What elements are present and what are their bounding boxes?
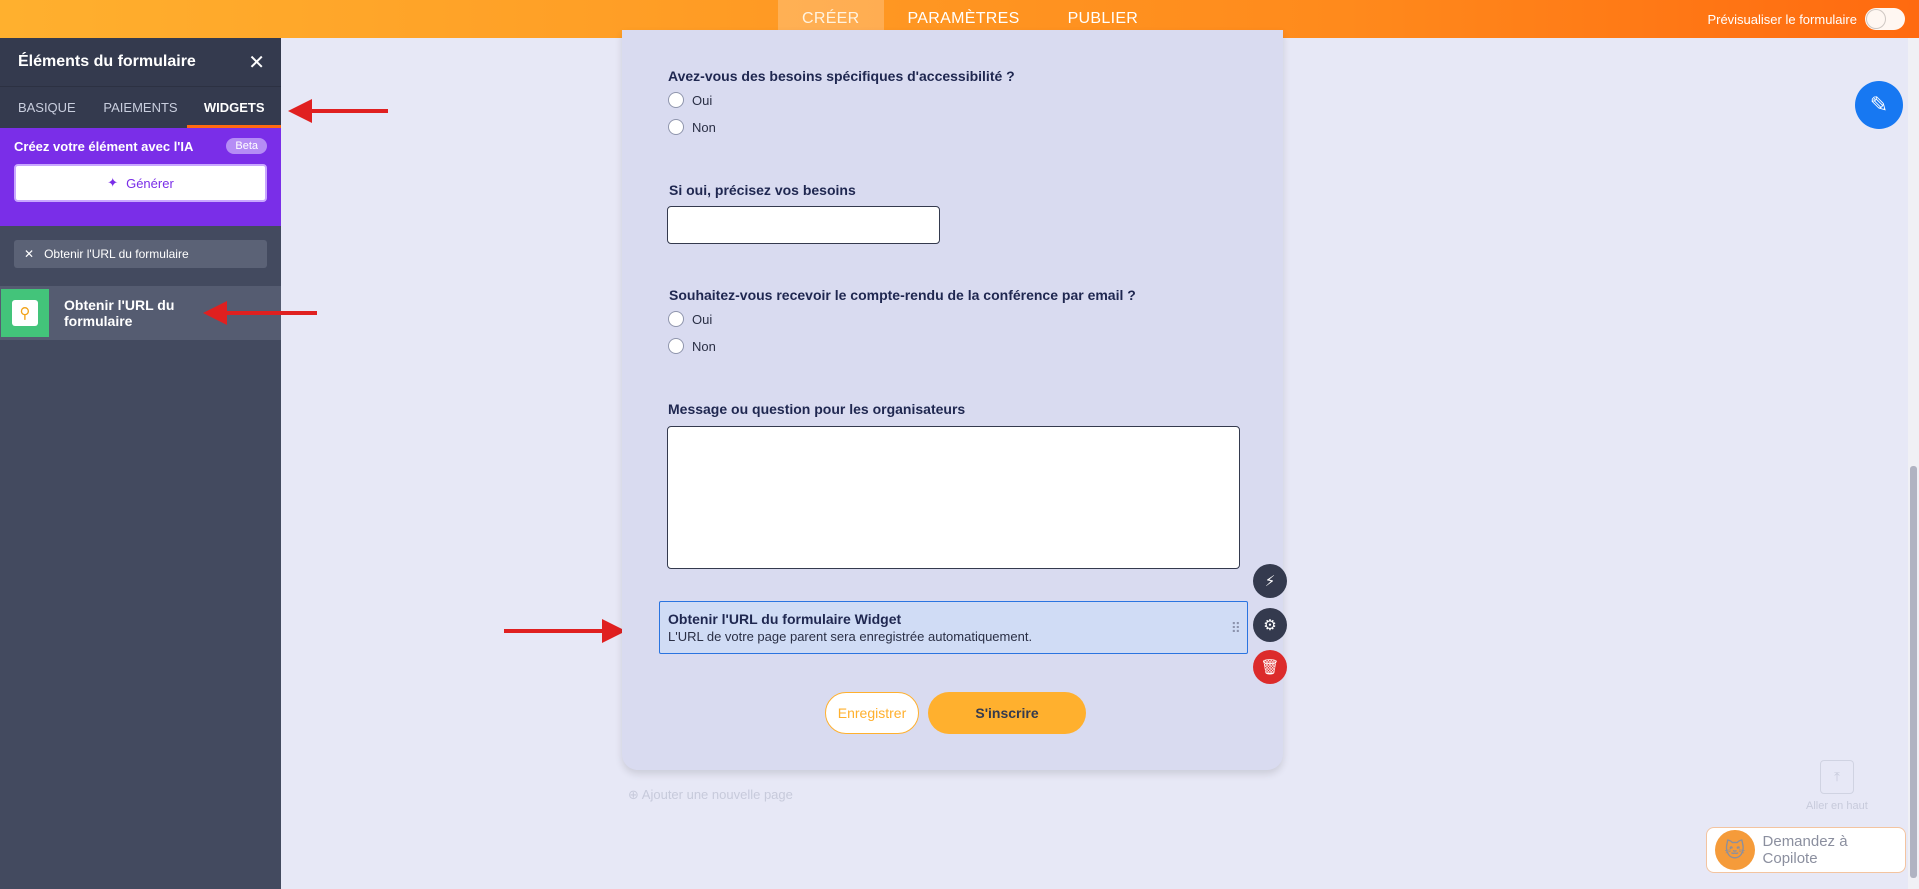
preview-toggle[interactable] [1865,8,1905,30]
sidebar-title: Éléments du formulaire [18,53,196,70]
generate-button[interactable] [14,164,267,202]
magic-wand-icon[interactable]: ⚡ [1253,564,1287,598]
tab-widgets[interactable]: WIDGETS [187,87,281,128]
get-form-url-widget[interactable] [659,601,1248,654]
scrollbar-thumb[interactable] [1910,466,1917,878]
ai-create-box [0,128,281,226]
annotation-arrow-widget-block [504,629,604,633]
message-textarea[interactable] [667,426,1240,569]
question-message: Message ou question pour les organisateurs [668,401,966,417]
radio-q1-non[interactable] [668,119,716,135]
sidebar-tabs [0,86,281,128]
arrow-up-icon[interactable]: ⤒ [1820,760,1854,794]
clear-filter-icon[interactable]: ✕ [24,247,35,261]
close-icon[interactable]: ✕ [248,51,265,74]
needs-input[interactable] [667,206,940,244]
radio-q3-oui[interactable] [668,311,712,327]
widget-item-label: Obtenir l'URL du formulaire [64,297,175,329]
widget-thumbnail [1,289,49,337]
radio-label: Oui [692,92,713,108]
gear-icon[interactable]: ⚙ [1253,608,1287,642]
question-needs: Si oui, précisez vos besoins [669,182,856,198]
beta-badge: Beta [226,138,267,154]
add-page-link[interactable]: ⊕ Ajouter une nouvelle page [628,787,793,802]
filter-text: Obtenir l'URL du formulaire [44,247,189,261]
radio-circle[interactable] [668,311,684,327]
trash-icon[interactable]: 🗑 [1253,650,1287,684]
form-card [622,30,1283,770]
radio-circle[interactable] [668,92,684,108]
search-filter-chip[interactable] [14,240,267,268]
copilote-label: Demandez à Copilote [1762,833,1848,867]
ai-label: Créez votre élément avec l'IA [14,138,194,154]
tab-creer[interactable]: CRÉER [778,0,884,38]
annotation-arrow-widget-item [225,311,317,315]
sidebar-header [0,38,281,86]
radio-circle[interactable] [668,119,684,135]
back-top-label: Aller en haut [1806,800,1868,812]
sparkle-icon: ✦ [107,175,119,190]
tab-publier[interactable]: PUBLIER [1067,10,1139,27]
drag-handle-icon[interactable]: ⠿ [1230,620,1239,636]
radio-q1-oui[interactable] [668,92,712,108]
widget-title: Obtenir l'URL du formulaire Widget [668,611,902,627]
form-elements-sidebar [0,38,281,889]
toggle-knob [1867,10,1885,28]
save-button[interactable]: Enregistrer [825,692,919,734]
copilote-button[interactable] [1706,827,1906,873]
preview-toggle-group [1707,0,1905,38]
question-accessibility: Avez-vous des besoins spécifiques d'accessibilité ? [668,68,1015,84]
radio-label: Oui [692,311,713,327]
tab-basique[interactable]: BASIQUE [17,100,76,115]
scrollbar[interactable] [1908,38,1919,889]
paint-brush-icon[interactable]: ✎ [1855,81,1903,129]
radio-q3-non[interactable] [668,338,716,354]
radio-circle[interactable] [668,338,684,354]
generate-label: Générer [126,175,174,191]
link-icon: ⚲ [12,300,38,326]
radio-label: Non [692,338,716,354]
annotation-arrow-widgets-tab [310,109,388,113]
tab-paiements[interactable]: PAIEMENTS [103,100,178,115]
preview-label: Prévisualiser le formulaire [1707,11,1857,27]
submit-button[interactable]: S'inscrire [928,692,1086,734]
radio-label: Non [692,119,716,135]
tab-parametres[interactable]: PARAMÈTRES [907,10,1020,27]
cat-avatar-icon: 🐱 [1715,830,1755,870]
add-page-label: Ajouter une nouvelle page [641,787,793,802]
question-report-email: Souhaitez-vous recevoir le compte-rendu de la conférence par email ? [669,287,1136,303]
widget-description: L'URL de votre page parent sera enregistrée automatiquement. [668,629,1033,644]
